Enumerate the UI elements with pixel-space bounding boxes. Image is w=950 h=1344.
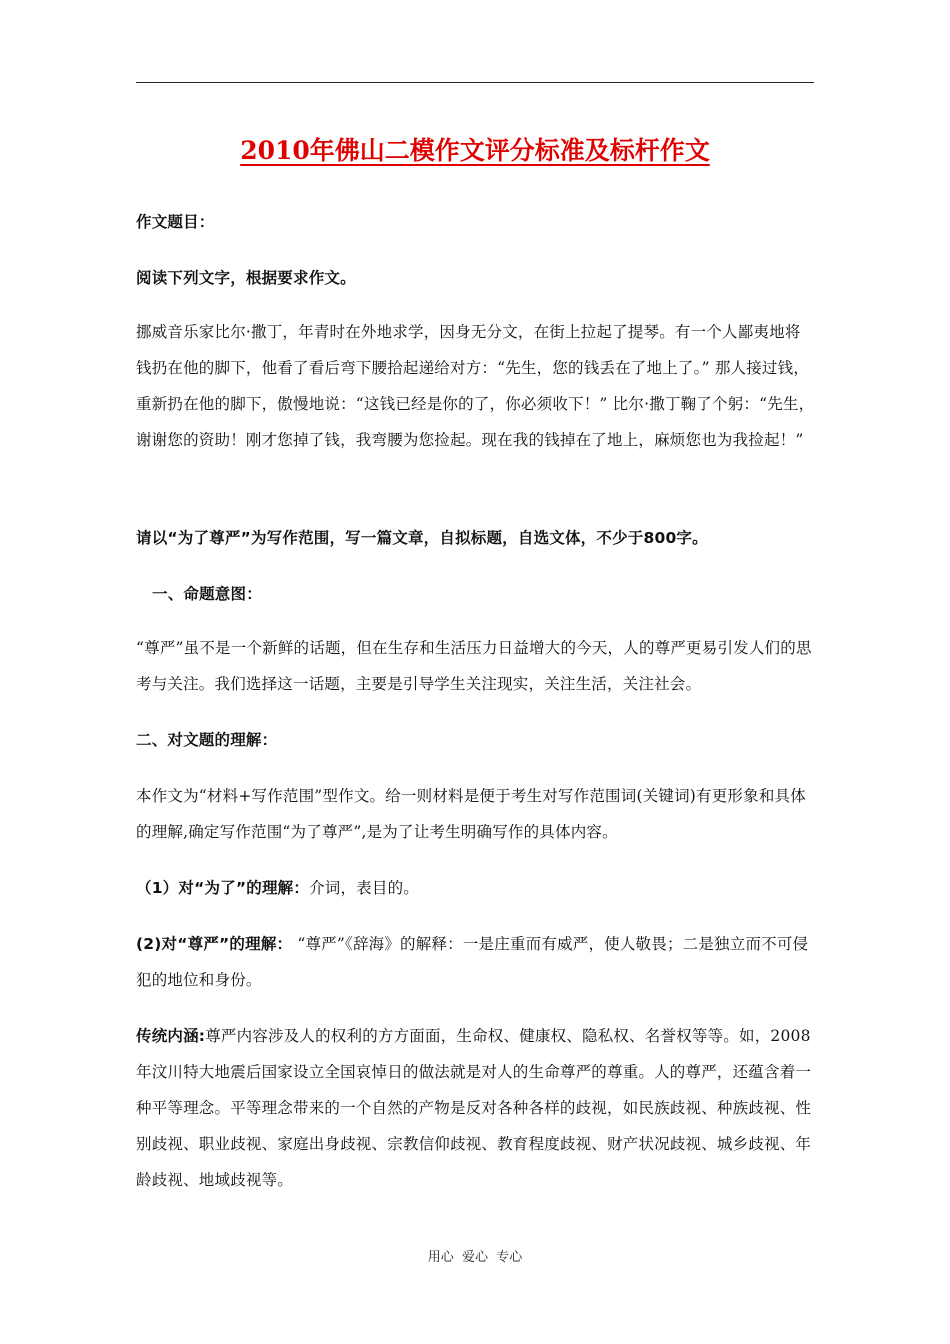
- writing-requirement: 请以“为了尊严”为写作范围，写一篇文章，自拟标题，自选文体，不少于800字。: [136, 529, 708, 547]
- point1-text: 介词，表目的。: [309, 879, 419, 897]
- point1-label: （1）对“为了”的理解：: [136, 879, 310, 897]
- tradition-paragraph: [136, 1018, 816, 1198]
- story-paragraph: 挪威音乐家比尔·撒丁，年青时在外地求学，因身无分文，在街上拉起了提琴。有一个人鄙夷地将钱扔在他的脚下，他看了看后弯下腰拾起递给对方：“先生，您的钱丢在了地上了。” 那人接过钱，重新扔在他的脚下，傲慢地说：“这钱已经是你的了，你必须收下！” 比尔·撒丁鞠了个躬：“先生，谢谢您的资助！刚才您掉了钱，我弯腰为您捡起。现在我的钱掉在了地上，麻烦您也为我捡起！”: [136, 323, 815, 449]
- section1-body: “尊严”虽不是一个新鲜的话题，但在生存和生活压力日益增大的今天，人的尊严更易引发人们的思考与关注。我们选择这一话题，主要是引导学生关注现实，关注生活，关注社会。: [136, 639, 812, 693]
- topic-heading: 作文题目：: [136, 213, 215, 231]
- tradition-text: 尊严内容涉及人的权利的方方面面，生命权、健康权、隐私权、名誉权等等。如，2008年汶川特大地震后国家设立全国哀悼日的做法就是对人的生命尊严的尊重。人的尊严，还蕴含着一种平等理念。平等理念带来的一个自然的产物是反对各种各样的歧视，如民族歧视、种族歧视、性别歧视、职业歧视、家庭出身歧视、宗教信仰歧视、教育程度歧视、财产状况歧视、城乡歧视、年龄歧视、地域歧视等。: [136, 1027, 812, 1189]
- point2-label: (2)对“尊严”的理解：: [136, 935, 293, 953]
- point1: [136, 870, 816, 906]
- section1-heading: 一、命题意图：: [152, 585, 262, 603]
- section2-heading: 二、对文题的理解：: [136, 731, 278, 749]
- header-rule: [136, 82, 814, 83]
- tradition-label: 传统内涵:: [136, 1027, 206, 1045]
- section2-body: 本作文为“材料+写作范围”型作文。给一则材料是便于考生对写作范围词(关键词)有更形象和具体的理解,确定写作范围“为了尊严”,是为了让考生明确写作的具体内容。: [136, 787, 806, 841]
- instruction-text: 阅读下列文字，根据要求作文。: [136, 269, 356, 287]
- document-title: 2010年佛山二模作文评分标准及标杆作文: [240, 136, 710, 165]
- point2: [136, 926, 816, 998]
- page-footer: 用心 爱心 专心: [427, 1250, 523, 1265]
- point2-text: “尊严”《辞海》的解释：一是庄重而有威严，使人敬畏；二是独立而不可侵犯的地位和身份。: [136, 935, 809, 989]
